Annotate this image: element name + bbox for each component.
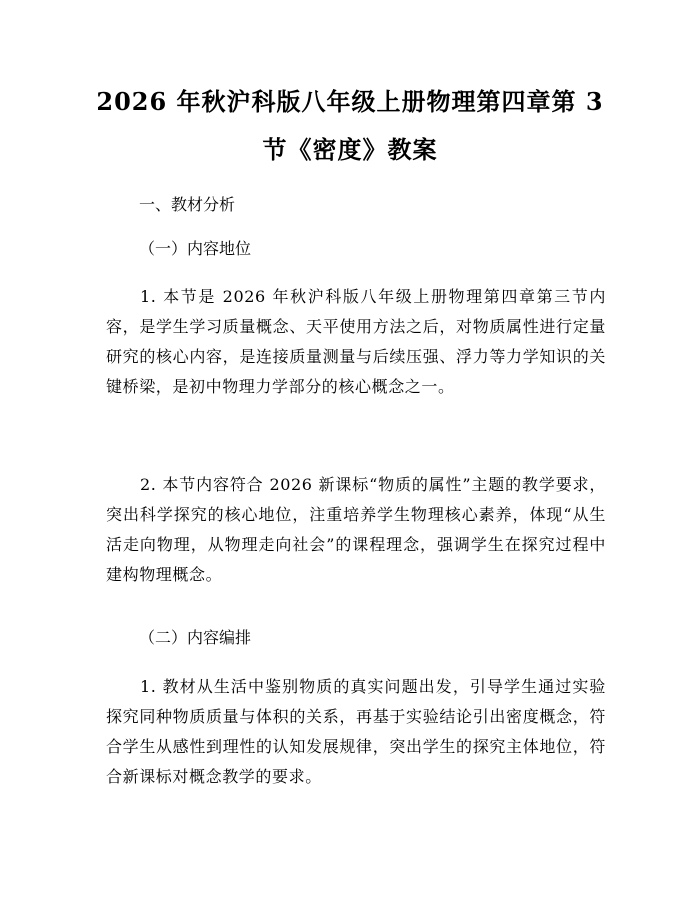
subsection-heading-content-position: （一）内容地位: [139, 239, 252, 258]
paragraph-3: 1. 教材从生活中鉴别物质的真实问题出发，引导学生通过实验探究同种物质质量与体积的关系，再基于实验结论引出密度概念，符合学生从感性到理性的认知发展规律，突出学生的探究主体地位，符合新课标对概念教学的要求。: [106, 677, 606, 786]
section-heading-textbook-analysis: 一、教材分析: [139, 195, 236, 214]
paragraph-2: 2. 本节内容符合 2026 新课标“物质的属性”主题的教学要求，突出科学探究的核心地位，注重培养学生物理核心素养，体现“从生活走向物理，从物理走向社会”的课程理念，强调学生在探究过程中建构物理概念。: [106, 475, 606, 584]
document-title-line-2: 节《密度》教案: [262, 135, 438, 164]
paragraph-1: 1. 本节是 2026 年秋沪科版八年级上册物理第四章第三节内容，是学生学习质量概念、天平使用方法之后，对物质属性进行定量研究的核心内容，是连接质量测量与后续压强、浮力等力学知识的关键桥梁，是初中物理力学部分的核心概念之一。: [106, 287, 606, 396]
document-title-line-1: 2026 年秋沪科版八年级上册物理第四章第 3: [96, 87, 604, 116]
subsection-heading-content-arrangement: （二）内容编排: [139, 628, 252, 647]
